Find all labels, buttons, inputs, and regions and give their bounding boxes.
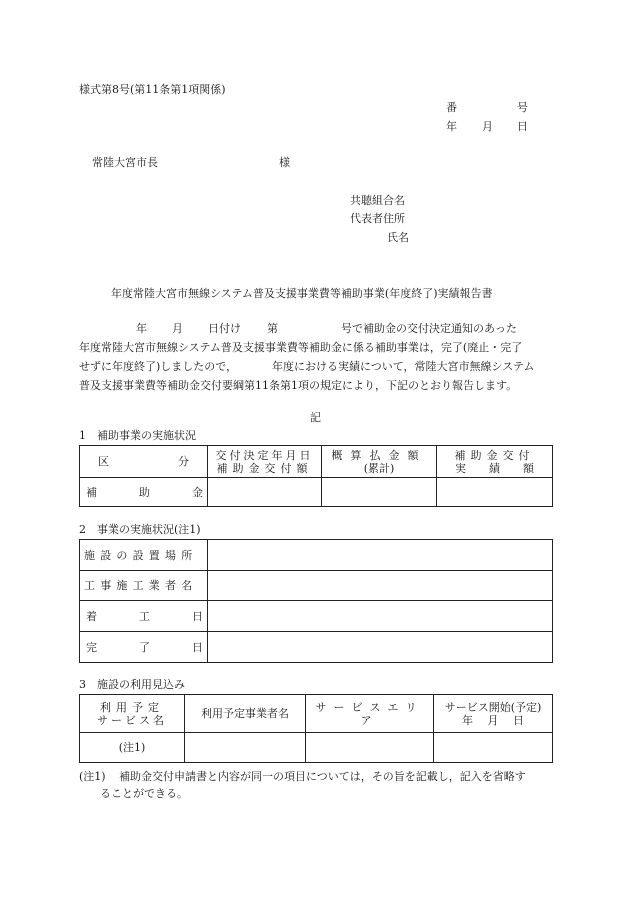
service-start-input[interactable] bbox=[434, 733, 553, 763]
name-label: 氏名 bbox=[387, 231, 409, 244]
ki-mark: 記 bbox=[310, 411, 321, 424]
contractor-name-label: 工事施工業者名 bbox=[80, 571, 208, 601]
header-actual-3: 額 bbox=[523, 461, 534, 475]
body-line3-b: 年度における実績について，常陸大宮市無線システム bbox=[272, 360, 535, 373]
construction-start-label bbox=[80, 601, 208, 632]
header-decision-date: 交付決定年月日 bbox=[215, 448, 314, 462]
note-line1: 補助金交付申請書と内容が同一の項目については，その旨を記載し，記入を省略す bbox=[119, 770, 526, 783]
row-subsidy-1: 補 bbox=[86, 485, 97, 499]
service-note-label: (注1) bbox=[80, 733, 185, 763]
section2-table bbox=[79, 539, 553, 663]
section3-header-row bbox=[80, 695, 553, 733]
representative-address-label: 代表者住所 bbox=[350, 212, 405, 225]
note-label: (注1) bbox=[79, 770, 106, 783]
section3-table bbox=[79, 694, 553, 763]
body-year: 年 bbox=[136, 322, 147, 335]
service-area-input[interactable] bbox=[306, 733, 434, 763]
section2-heading: 2 事業の実施状況(注1) bbox=[79, 523, 201, 536]
form-number: 様式第8号(第11条第1項関係) bbox=[79, 83, 226, 96]
header-start-year: 年 bbox=[462, 713, 473, 727]
section3-heading: 3 施設の利用見込み bbox=[79, 678, 185, 691]
header-approx-payment-cell bbox=[322, 446, 437, 478]
operator-name-input[interactable] bbox=[185, 733, 306, 763]
date-year: 年 bbox=[446, 120, 457, 133]
header-service-name-cell bbox=[80, 695, 185, 733]
header-service-start: サービス開始(予定) bbox=[444, 700, 542, 714]
header-approx-payment: 概算払金額 bbox=[331, 448, 427, 462]
header-service-area: サービスエリア bbox=[306, 695, 434, 733]
start-label-3: 日 bbox=[192, 609, 203, 623]
contractor-name-input[interactable] bbox=[208, 571, 553, 601]
completion-label-1: 完 bbox=[86, 640, 97, 654]
section3-data-row bbox=[80, 733, 553, 763]
body-line1-text: 号で補助金の交付決定通知のあった bbox=[341, 322, 517, 335]
document-number-suffix: 号 bbox=[517, 101, 528, 114]
section1-table bbox=[79, 445, 553, 507]
date-day: 日 bbox=[517, 120, 528, 133]
section2-row-completion bbox=[80, 632, 553, 663]
body-line4: 普及支援事業費等補助金交付要綱第11条第1項の規定により，下記のとおり報告します。 bbox=[79, 379, 518, 392]
row-subsidy-3: 金 bbox=[192, 485, 203, 499]
row-subsidy-2: 助 bbox=[139, 485, 150, 499]
note-line2: ることができる。 bbox=[100, 787, 188, 800]
completion-label bbox=[80, 632, 208, 663]
header-actual-1: 実 bbox=[455, 461, 466, 475]
start-label-2: 工 bbox=[139, 609, 150, 623]
addressee: 常陸大宮市長 bbox=[92, 156, 158, 169]
section1-header-row bbox=[80, 446, 553, 478]
body-line3-a: せずに年度終了)しましたので， bbox=[79, 360, 238, 373]
date-month: 月 bbox=[482, 120, 493, 133]
header-start-day: 日 bbox=[513, 713, 524, 727]
body-month: 月 bbox=[172, 322, 183, 335]
subsidy-approx-payment-input[interactable] bbox=[322, 478, 437, 507]
header-cumulative: (累計) bbox=[363, 461, 395, 475]
subsidy-decision-date-input[interactable] bbox=[208, 478, 322, 507]
body-line2: 年度常陸大宮市無線システム普及支援事業費等補助金に係る補助事業は，完了(廃止・完了 bbox=[79, 341, 523, 354]
document-title: 年度常陸大宮市無線システム普及支援事業費等補助事業(年度終了)実績報告書 bbox=[111, 287, 493, 300]
document-number-label: 番 bbox=[446, 101, 457, 114]
section2-row-contractor bbox=[80, 571, 553, 601]
body-number-prefix: 第 bbox=[267, 322, 278, 335]
header-actual-2: 績 bbox=[489, 461, 500, 475]
section1-data-row bbox=[80, 478, 553, 507]
header-division-1: 区 bbox=[98, 455, 109, 468]
header-service-start-cell bbox=[434, 695, 553, 733]
row-subsidy-label-cell bbox=[80, 478, 208, 507]
honorific: 様 bbox=[279, 156, 290, 169]
facility-location-label: 施設の設置場所 bbox=[80, 540, 208, 571]
header-division-2: 分 bbox=[178, 455, 189, 468]
completion-input[interactable] bbox=[208, 632, 553, 663]
header-grant-delivery: 補助金交付 bbox=[454, 448, 535, 462]
completion-label-2: 了 bbox=[139, 640, 150, 654]
start-label-1: 着 bbox=[86, 609, 97, 623]
header-service-name-1: 利用予定 bbox=[100, 700, 164, 714]
header-actual-cell bbox=[437, 446, 553, 478]
header-decision-date-cell bbox=[208, 446, 322, 478]
facility-location-input[interactable] bbox=[208, 540, 553, 571]
body-date-suffix: 日付け bbox=[208, 322, 241, 335]
section1-heading: 1 補助事業の実施状況 bbox=[79, 429, 196, 442]
subsidy-actual-amount-input[interactable] bbox=[437, 478, 553, 507]
section2-row-location bbox=[80, 540, 553, 571]
header-operator-name: 利用予定事業者名 bbox=[185, 695, 306, 733]
header-service-name-2: サービス名 bbox=[97, 713, 167, 727]
header-division-cell bbox=[80, 446, 208, 478]
association-name-label: 共聴組合名 bbox=[350, 194, 405, 207]
construction-start-input[interactable] bbox=[208, 601, 553, 632]
header-grant-amount: 補助金交付額 bbox=[216, 461, 313, 475]
section2-row-start bbox=[80, 601, 553, 632]
header-start-month: 月 bbox=[487, 713, 499, 727]
completion-label-3: 日 bbox=[192, 640, 203, 654]
